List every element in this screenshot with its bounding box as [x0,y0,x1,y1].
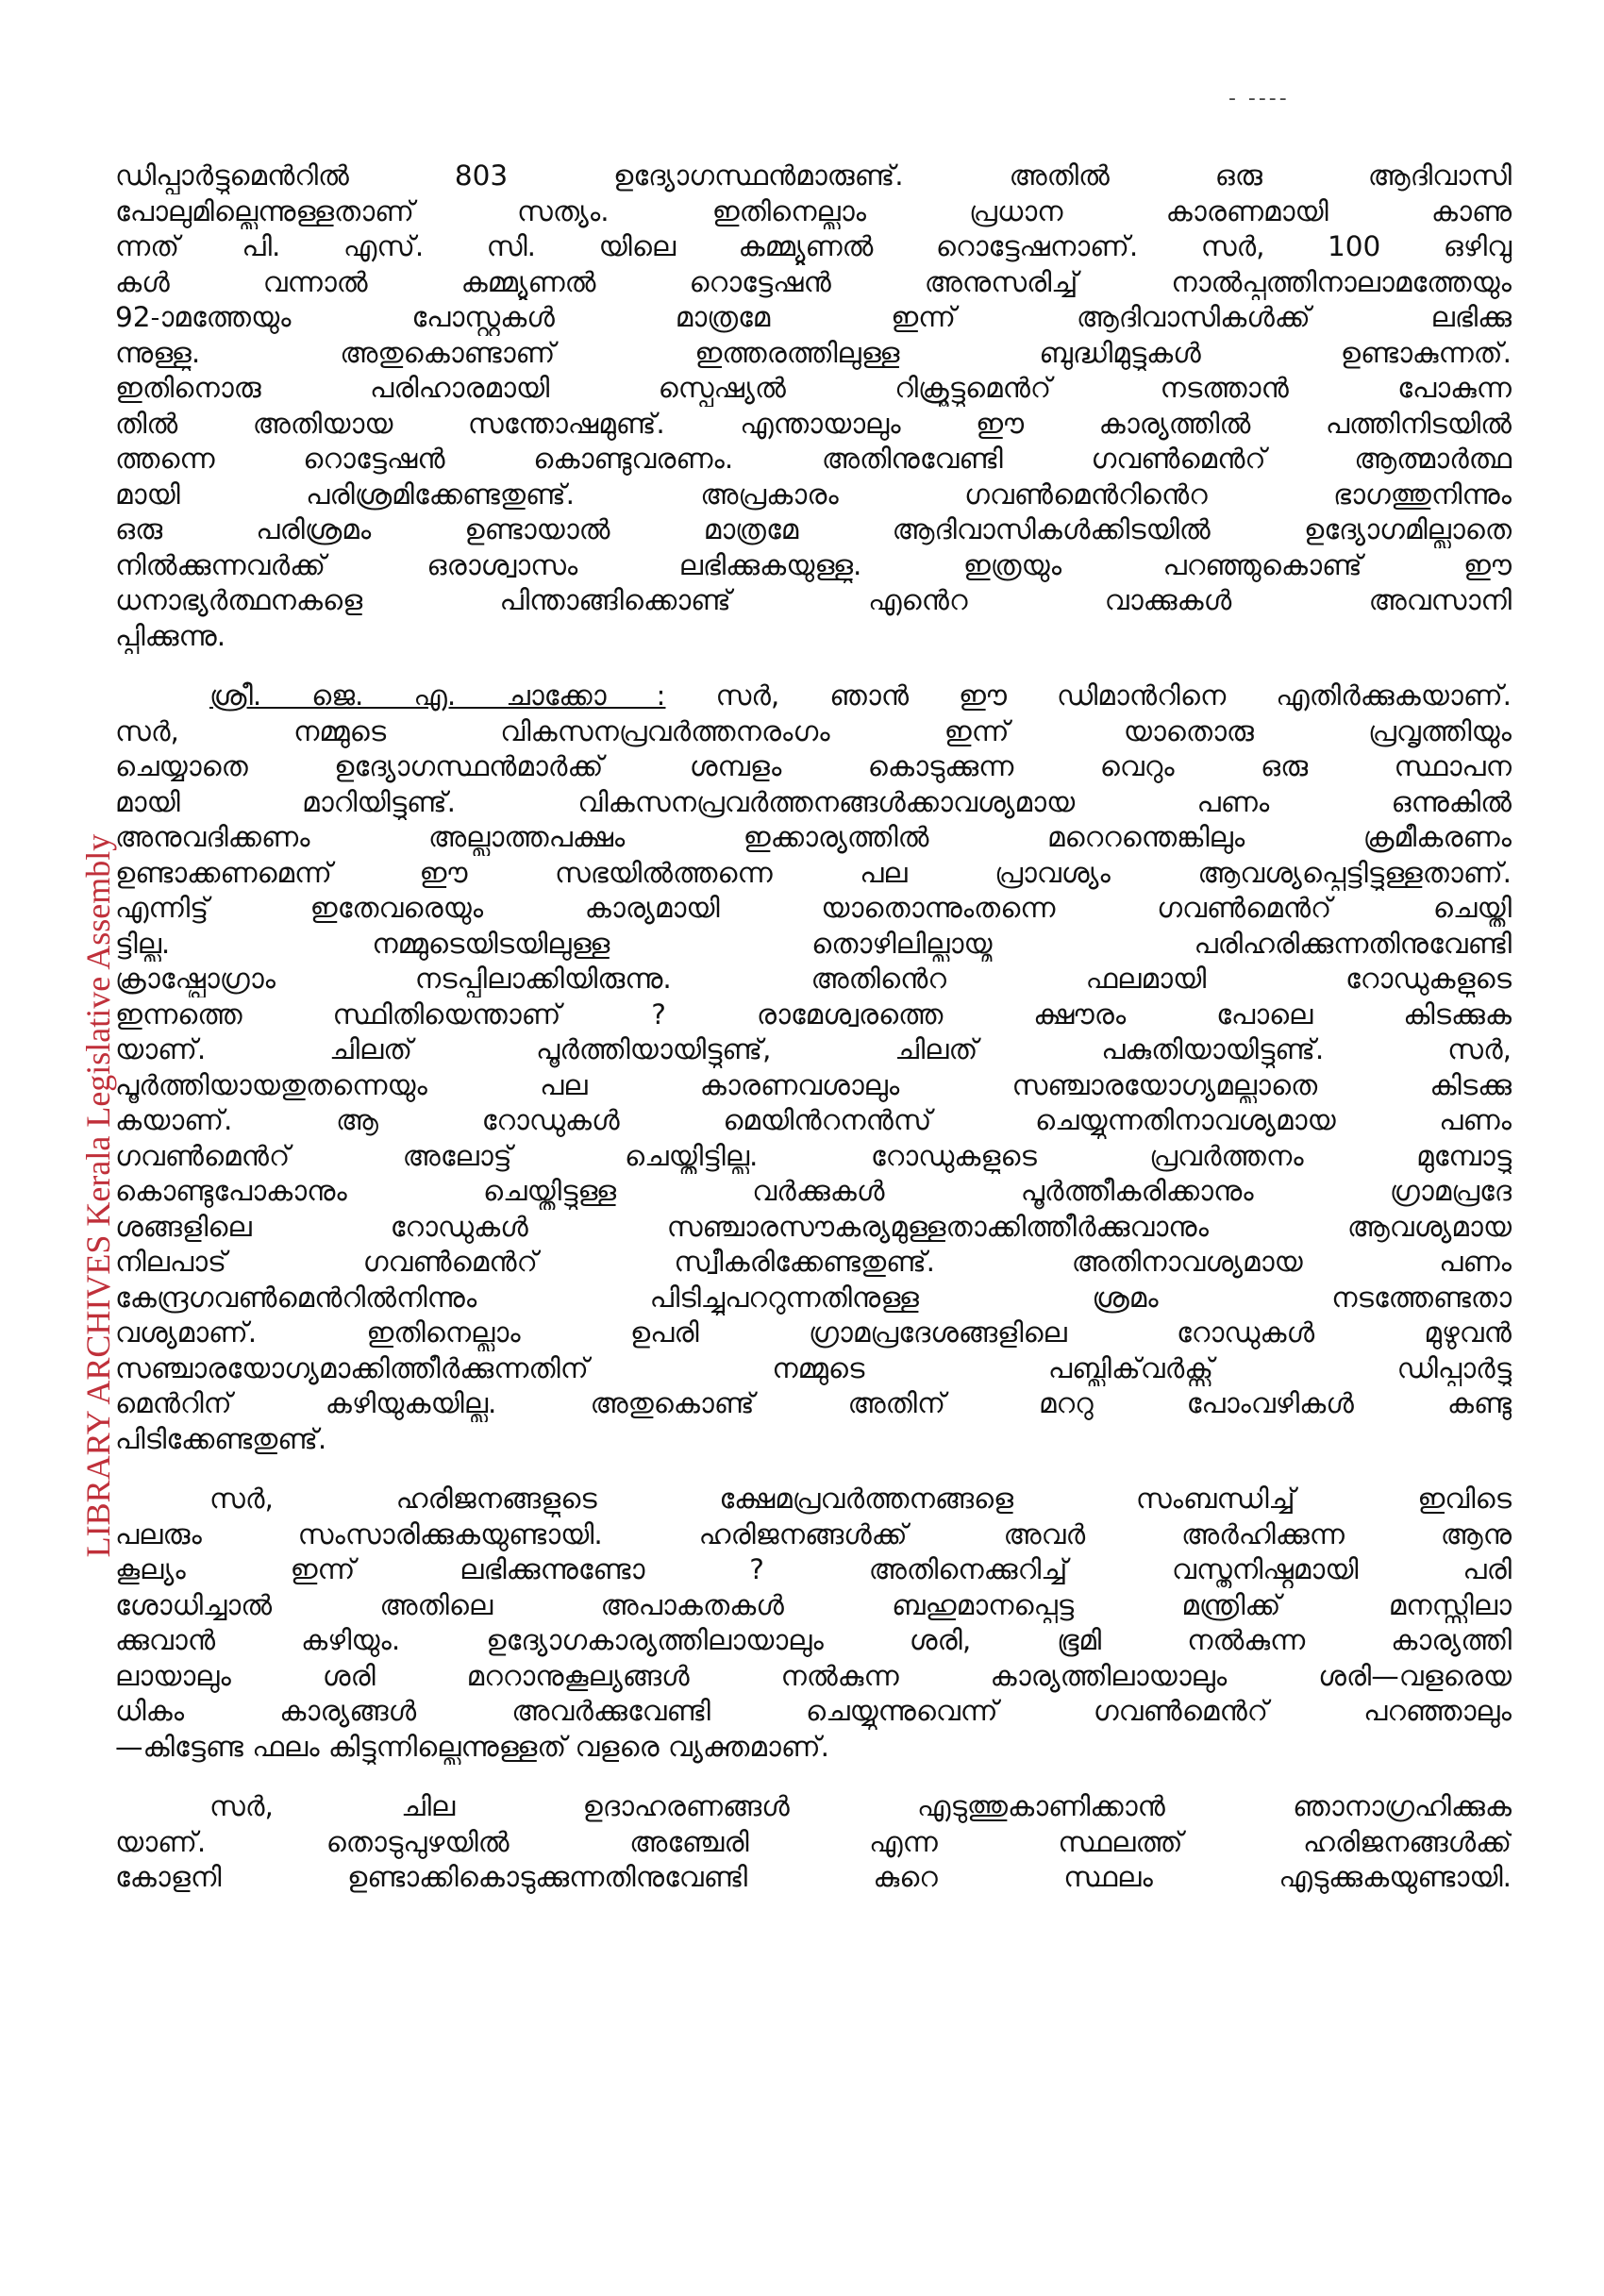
text-line: യാണ്. ചിലത് പൂർത്തിയായിട്ടുണ്ട്, ചിലത് പകുതിയായിട്ടുണ്ട്. സർ, [115,1033,1512,1065]
text-line: കൊണ്ടുപോകാനും ചെയ്തിട്ടുള്ള വർക്കുകൾ പൂർത്തീകരിക്കാനും ഗ്രാമപ്രദേ [115,1175,1512,1207]
text-line: പോലുമില്ലെന്നുള്ളതാണ് സത്യം. ഇതിനെല്ലാം പ്രധാന കാരണമായി കാണു [115,194,1512,227]
text-line: ന്നത് പി. എസ്. സി. യിലെ കമ്മ്യൂണൽ റൊട്ടേഷനാണ്. സർ, 100 ഒഴിവു [115,230,1512,262]
text-line: ശോധിച്ചാൽ അതിലെ അപാകതകൾ ബഹുമാനപ്പെട്ട മന്ത്രിക്ക് മനസ്സിലാ [115,1588,1512,1621]
text-line: ഗവൺമെൻറ് അലോട്ട് ചെയ്തിട്ടില്ല. റോഡുകളുടെ പ്രവർത്തനം മുമ്പോട്ടു [115,1139,1512,1172]
text-line: ചെയ്യാതെ ഉദ്യോഗസ്ഥൻമാർക്ക് ശമ്പളം കൊടുക്കുന്ന വെറും ഒരു സ്ഥാപന [115,750,1512,782]
text-line: മായി മാറിയിട്ടുണ്ട്. വികസനപ്രവർത്തനങ്ങൾക്കാവശ്യമായ പണം ഒന്നുകിൽ [115,785,1512,818]
text-line: നിൽക്കുന്നവർക്ക് ഒരാശ്വാസം ലഭിക്കുകയുള്ളു. ഇത്രയും പറഞ്ഞുകൊണ്ട് ഈ [115,548,1512,581]
text-line: ന്നുള്ളു. അതുകൊണ്ടാണ് ഇത്തരത്തിലുള്ള ബുദ്ധിമുട്ടുകൾ ഉണ്ടാകുന്നത്. [115,336,1512,369]
speaker-opening: സർ, ഞാൻ ഈ ഡിമാൻറിനെ എതിർക്കുകയാണ്. [715,679,1512,712]
text-line: സർ, നമ്മുടെ വികസനപ്രവർത്തനരംഗം ഇന്ന് യാതൊരു പ്രവൃത്തിയും [115,714,1512,747]
text-line: സഞ്ചാരയോഗ്യമാക്കിത്തീർക്കുന്നതിന് നമ്മുടെ പബ്ലിക്‌വർക്സ് ഡിപ്പാർട്ടു [115,1351,1512,1384]
text-line: കയാണ്. ആ റോഡുകൾ മെയിൻറനൻസ് ചെയ്യുന്നതിനാവശ്യമായ പണം [115,1104,1512,1136]
text-line: അനുവദിക്കണം അല്ലാത്തപക്ഷം ഇക്കാര്യത്തിൽ മറെറന്തെങ്കിലും ക്രമീകരണം [115,821,1512,853]
text-line: ഉണ്ടാക്കണമെന്ന് ഈ സഭയിൽത്തന്നെ പല പ്രാവശ്യം ആവശ്യപ്പെട്ടിട്ടുള്ളതാണ്. [115,856,1512,889]
text-line: ക്രാഷ്പ്രോഗ്രാം നടപ്പിലാക്കിയിരുന്നു. അതിൻെറ ഫലമായി റോഡുകളുടെ [115,963,1512,995]
text-line: കേന്ദ്രഗവൺമെൻറിൽനിന്നും പിടിച്ചുപററുന്നതിനുള്ള ശ്രമം നടത്തേണ്ടതാ [115,1281,1512,1314]
text-line: പൂർത്തിയായതുതന്നെയും പല കാരണവശാലും സഞ്ചാരയോഗ്യമല്ലാതെ കിടക്കു [115,1068,1512,1101]
text-line: മെൻറിന് കഴിയുകയില്ല. അതുകൊണ്ട് അതിന് മററു പോംവഴികൾ കണ്ടു [115,1387,1512,1419]
text-line: കൂല്യം ഇന്ന് ലഭിക്കുന്നുണ്ടോ ? അതിനെക്കുറിച്ച് വസ്തുനിഷ്ഠമായി പരി [115,1553,1512,1585]
speaker-line [115,679,1512,714]
paragraph-1 [115,159,1512,654]
text-line: ഒരു പരിശ്രമം ഉണ്ടായാൽ മാത്രമേ ആദിവാസികൾക്കിടയിൽ ഉദ്യോഗമില്ലാതെ [115,513,1512,545]
text-line: ഡിപ്പാർട്ടുമെൻറിൽ 803 ഉദ്യോഗസ്ഥൻമാരുണ്ട്. അതിൽ ഒരു ആദിവാസി [115,159,1512,192]
document-body [115,159,1512,1896]
text-line: കോളനി ഉണ്ടാക്കികൊടുക്കുന്നതിനുവേണ്ടി കുറെ സ്ഥലം എടുക്കുകയുണ്ടായി. [115,1861,1512,1893]
text-line: വശ്യമാണ്. ഇതിനെല്ലാം ഉപരി ഗ്രാമപ്രദേശങ്ങളിലെ റോഡുകൾ മുഴുവൻ [115,1316,1512,1349]
text-line: ഇതിനൊരു പരിഹാരമായി സ്പെഷ്യൽ റിക്രൂട്ടുമെൻറ് നടത്താൻ പോകുന്ന [115,372,1512,404]
paragraph-4 [115,1789,1512,1896]
text-line: ധികം കാര്യങ്ങൾ അവർക്കുവേണ്ടി ചെയ്യുന്നുവെന്ന് ഗവൺമെൻറ് പറഞ്ഞാലും [115,1695,1512,1727]
text-line: സർ, ഹരിജനങ്ങളുടെ ക്ഷേമപ്രവർത്തനങ്ങളെ സംബന്ധിച്ച് ഇവിടെ [209,1483,1512,1515]
text-line: ട്ടില്ല. നമ്മുടെയിടയിലുള്ള തൊഴിലില്ലായ്മ പരിഹരിക്കുന്നതിനുവേണ്ടി [115,927,1512,960]
paragraph-2 [115,679,1512,1457]
text-line: സർ, ചില ഉദാഹരണങ്ങൾ എടുത്തുകാണിക്കാൻ ഞാനാഗ്രഹിക്കുക [209,1790,1512,1822]
text-line: പലരും സംസാരിക്കുകയുണ്ടായി. ഹരിജനങ്ങൾക്ക് അവർ അർഹിക്കുന്ന ആനു [115,1517,1512,1550]
text-line: —കിട്ടേണ്ട ഫലം കിട്ടുന്നില്ലെന്നുള്ളത് വളരെ വ്യക്തമാണ്. [115,1730,829,1763]
text-line: ക്കുവാൻ കഴിയും. ഉദ്യോഗകാര്യത്തിലായാലും ശരി, ഭൂമി നൽകുന്ന കാര്യത്തി [115,1624,1512,1656]
page-header-fragment: - ---- [1228,87,1290,110]
speaker-name: ശ്രീ. ജെ. എ. ചാക്കോ : [209,679,666,712]
text-line: പ്പിക്കുന്നു. [115,619,226,652]
text-line: 92-ാമത്തേയും പോസ്റ്റുകൾ മാത്രമേ ഇന്ന് ആദിവാസികൾക്ക് ലഭിക്കു [115,301,1512,333]
text-line: കൾ വന്നാൽ കമ്മ്യൂണൽ റൊട്ടേഷൻ അനുസരിച്ച് നാൽപ്പത്തിനാലാമത്തേയും [115,265,1512,298]
text-line: പിടിക്കേണ്ടതുണ്ട്. [115,1422,327,1455]
text-line: തിൽ അതിയായ സന്തോഷമുണ്ട്. എന്തായാലും ഈ കാര്യത്തിൽ പത്തിനിടയിൽ [115,407,1512,440]
text-line: ഇന്നത്തെ സ്ഥിതിയെന്താണ് ? രാമേശ്വരത്തെ ക്ഷൗരം പോലെ കിടക്കുക [115,997,1512,1031]
paragraph-3 [115,1482,1512,1765]
text-line: ത്തന്നെ റൊട്ടേഷൻ കൊണ്ടുവരണം. അതിനുവേണ്ടി ഗവൺമെൻറ് ആത്മാർത്ഥ [115,443,1512,475]
text-line: ധനാഭ്യർത്ഥനകളെ പിന്താങ്ങിക്കൊണ്ട് എൻെറ വാക്കുകൾ അവസാനി [115,584,1512,616]
text-line: എന്നിട്ട് ഇതേവരെയും കാര്യമായി യാതൊന്നുംതന്നെ ഗവൺമെൻറ് ചെയ്തി [115,892,1512,924]
text-line: ശങ്ങളിലെ റോഡുകൾ സഞ്ചാരസൗകര്യമുള്ളതാക്കിത്തീർക്കുവാനും ആവശ്യമായ [115,1210,1512,1243]
text-line: യാണ്. തൊടുപുഴയിൽ അഞ്ചേരി എന്ന സ്ഥലത്ത് ഹരിജനങ്ങൾക്ക് [115,1825,1512,1858]
text-line: നിലപാട് ഗവൺമെൻറ് സ്വീകരിക്കേണ്ടതുണ്ട്. അതിനാവശ്യമായ പണം [115,1246,1512,1278]
text-line: മായി പരിശ്രമിക്കേണ്ടതുണ്ട്. അപ്രകാരം ഗവൺമെൻറിൻെറ ഭാഗത്തുനിന്നും [115,478,1512,511]
archive-watermark: LIBRARY ARCHIVES Kerala Legislative Assembly [79,833,117,1558]
text-line: ലായാലും ശരി മററാനുകൂല്യങ്ങൾ നൽകുന്ന കാര്യത്തിലായാലും ശരി—വളരെയ [115,1659,1512,1692]
